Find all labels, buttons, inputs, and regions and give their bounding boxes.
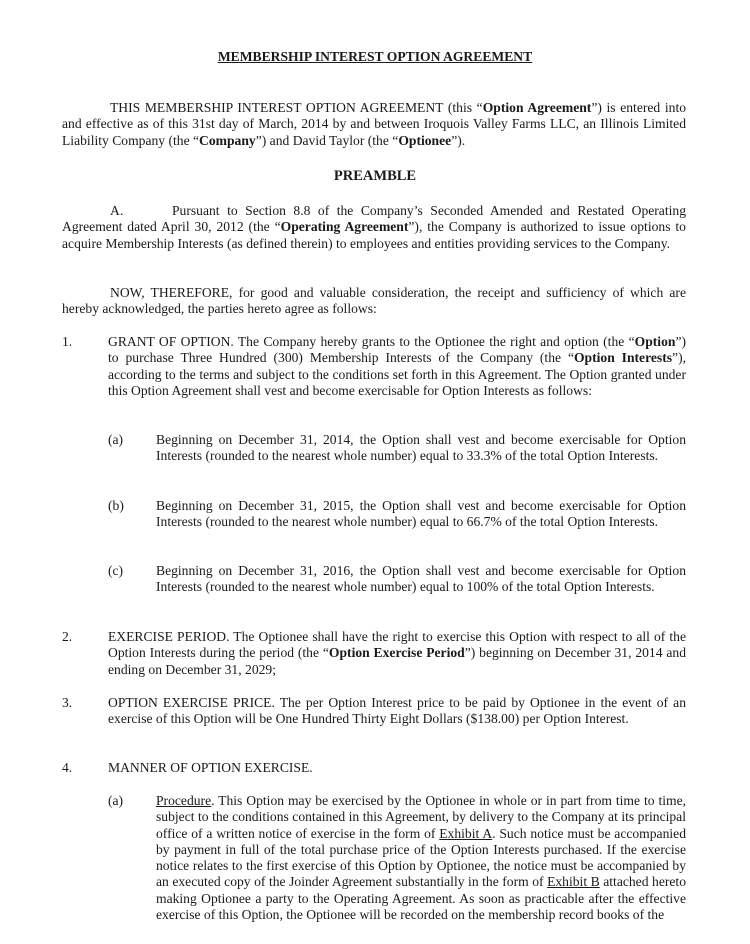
intro-term-optionee: Optionee bbox=[398, 132, 452, 148]
section-1-text bbox=[108, 334, 686, 399]
section-1a-label: (a) bbox=[108, 432, 124, 447]
intro-text-2: ”) is entered into and effective as of this 31st day of March, 2014 by and between Iroquois Valley Farms LLC, an Illinois Limited Liability Company (the “ bbox=[62, 100, 687, 148]
preamble-a-label: A. bbox=[110, 203, 124, 218]
section-2-text-2: ”) beginning on December 31, 2014 and ending on December 31, 2029; bbox=[108, 645, 687, 677]
section-4a-text-2: . Such notice must be accompanied by payment in full of the total purchase price of the Option Interests purchased. If the exercise notice relates to the first exercise of this Option by Optionee, the notice must be accompanied by an executed copy of the Joinder Agreement substantially in the form of bbox=[156, 825, 686, 890]
section-1-text-3: ”), according to the terms and subject to the conditions set forth in this Agreement. The Option granted under this Option Agreement shall vest and become exercisable for Option Interests as follows: bbox=[108, 350, 686, 398]
section-2-term-option-exercise-period: Option Exercise Period bbox=[328, 645, 465, 661]
section-1-text-1: GRANT OF OPTION. The Company hereby grants to the Optionee the right and option (the “ bbox=[108, 334, 635, 349]
section-4a-text bbox=[156, 793, 686, 923]
intro-term-option-agreement: Option Agreement bbox=[482, 100, 592, 115]
section-3-number: 3. bbox=[62, 695, 73, 710]
intro-text-1: THIS MEMBERSHIP INTEREST OPTION AGREEMENT (this “ bbox=[110, 100, 483, 115]
section-4a-text-1: . This Option may be exercised by the Optionee in whole or in part from time to time, subject to the conditions contained in this Agreement, by delivery to the Company at its principal office of a written notice of exercise in the form of bbox=[156, 793, 686, 841]
section-1a-text: Beginning on December 31, 2014, the Option shall vest and become exercisable for Option Interests (rounded to the nearest whole number) equal to 33.3% of the total Option Interests. bbox=[156, 432, 686, 464]
section-4-number: 4. bbox=[62, 760, 73, 775]
section-4a-ref-exhibit-b: Exhibit B bbox=[547, 874, 600, 890]
intro-text-3: ”) and David Taylor (the “ bbox=[255, 132, 399, 148]
preamble-a-paragraph bbox=[62, 203, 686, 252]
section-1c-text: Beginning on December 31, 2016, the Option shall vest and become exercisable for Option Interests (rounded to the nearest whole number) equal to 100% of the total Option Interests. bbox=[156, 563, 686, 595]
section-2-text bbox=[108, 629, 686, 678]
intro-term-company: Company bbox=[199, 132, 256, 148]
section-1b-text: Beginning on December 31, 2015, the Option shall vest and become exercisable for Option Interests (rounded to the nearest whole number) equal to 66.7% of the total Option Interests. bbox=[156, 498, 686, 530]
preamble-a-text-1: Pursuant to Section 8.8 of the Company’s Seconded Amended and Restated Operating Agreement dated April 30, 2012 (the “ bbox=[62, 203, 686, 235]
intro-text-4: ”). bbox=[451, 132, 466, 148]
section-1-term-option: Option bbox=[634, 334, 676, 349]
section-4a-label: (a) bbox=[108, 793, 124, 808]
section-1b-label: (b) bbox=[108, 498, 124, 513]
now-therefore-paragraph: NOW, THEREFORE, for good and valuable consideration, the receipt and sufficiency of which are hereby acknowledged, the parties hereto agree as follows: bbox=[62, 285, 686, 317]
preamble-heading: PREAMBLE bbox=[333, 168, 417, 184]
document-title: MEMBERSHIP INTEREST OPTION AGREEMENT bbox=[217, 49, 533, 64]
preamble-a-text-2: ”), the Company is authorized to issue options to acquire Membership Interests (as defined therein) to employees and entities providing services to the Company. bbox=[62, 219, 686, 251]
section-1c-label: (c) bbox=[108, 563, 124, 578]
section-3-text: OPTION EXERCISE PRICE. The per Option Interest price to be paid by Optionee in the event of an exercise of this Option will be One Hundred Thirty Eight Dollars ($138.00) per Option Interest. bbox=[108, 695, 686, 727]
section-1-term-option-interests: Option Interests bbox=[573, 350, 673, 366]
section-1-text-2: ”) to purchase Three Hundred (300) Membership Interests of the Company (the “ bbox=[108, 334, 686, 366]
section-4a-ref-exhibit-a: Exhibit A bbox=[439, 825, 493, 841]
preamble-a-term-operating-agreement: Operating Agreement bbox=[280, 219, 409, 235]
section-4-heading: MANNER OF OPTION EXERCISE. bbox=[108, 760, 313, 775]
intro-paragraph bbox=[62, 100, 686, 149]
section-2-text-1: EXERCISE PERIOD. The Optionee shall have the right to exercise this Option with respect to all of the Option Interests during the period (the “ bbox=[108, 629, 686, 661]
section-2-number: 2. bbox=[62, 629, 73, 644]
section-1-number: 1. bbox=[62, 334, 73, 349]
section-4a-text-3: attached hereto making Optionee a party to the Operating Agreement. As soon as practicable after the effective exercise of this Option, the Optionee will be recorded on the membership record books of the bbox=[156, 874, 686, 923]
section-4a-heading-procedure: Procedure bbox=[156, 793, 212, 808]
